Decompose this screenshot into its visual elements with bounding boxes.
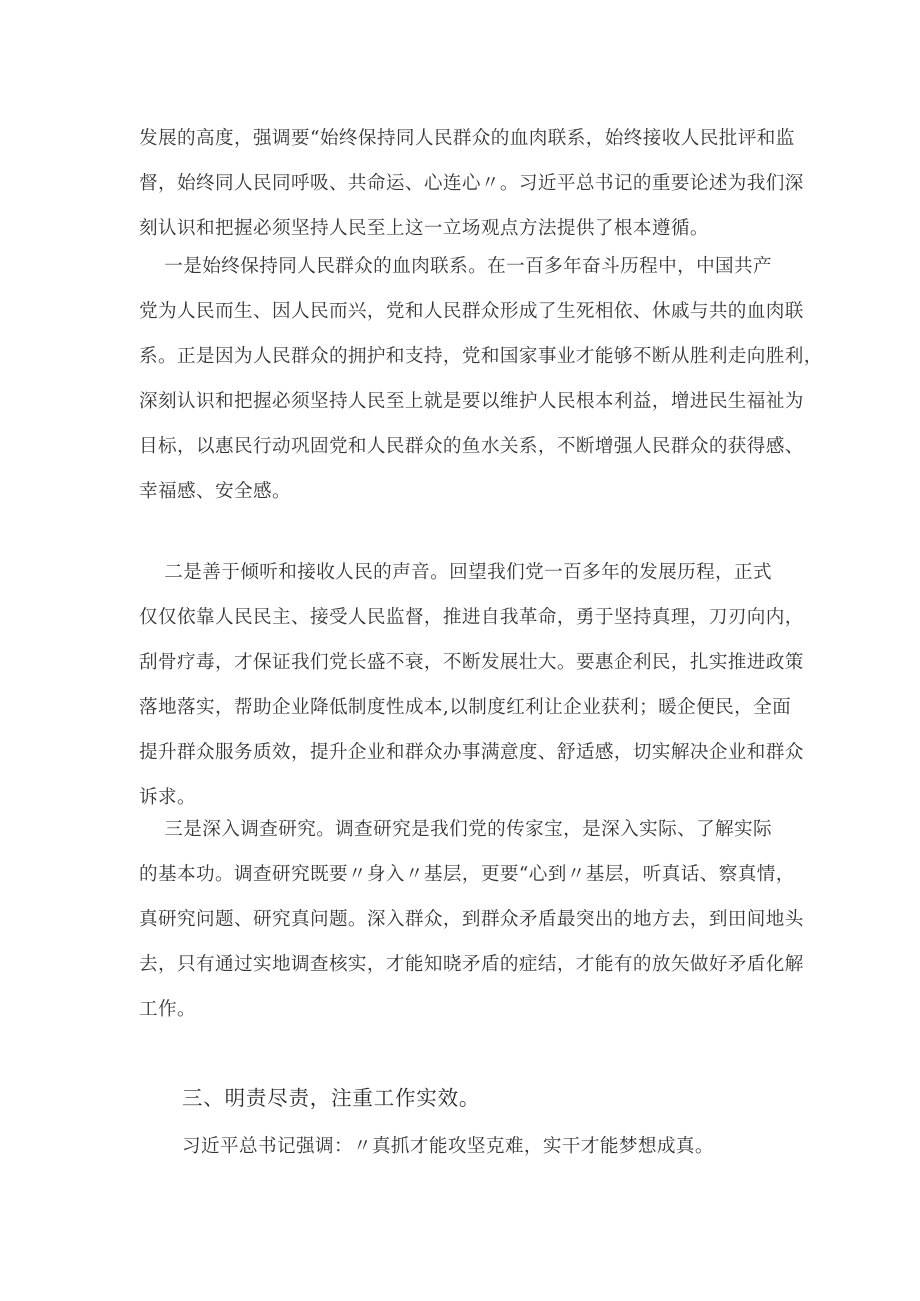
text-line: 刻认识和把握必须坚持人民至上这一立场观点方法提供了根本遵循。 bbox=[139, 218, 709, 239]
text-line: 发展的高度，强调要“始终保持同人民群众的血肉联系，始终接收人民批评和监 bbox=[139, 128, 795, 149]
text-line: 系。正是因为人民群众的拥护和支持，党和国家事业才能够不断从胜利走向胜利， bbox=[139, 346, 823, 367]
closing-line bbox=[182, 1124, 802, 1169]
text-line: 目标，以惠民行动巩固党和人民群众的鱼水关系，不断增强人民群众的获得感、 bbox=[139, 436, 804, 457]
paragraph-intro bbox=[139, 116, 804, 251]
text-line: 深刻认识和把握必须坚持人民至上就是要以维护人民根本利益，增进民生福祉为 bbox=[139, 391, 804, 412]
text-line: 一是始终保持同人民群众的血肉联系。在一百多年奋斗历程中，中国共产 bbox=[139, 256, 773, 277]
text-line: 党为人民而生、因人民而兴，党和人民群众形成了生死相依、休戚与共的血肉联 bbox=[139, 301, 804, 322]
text-line: 督，始终同人民同呼吸、共命运、心连心〃。习近平总书记的重要论述为我们深 bbox=[139, 173, 804, 194]
text-line: 提升群众服务质效，提升企业和群众办事满意度、舒适感，切实解决企业和群众 bbox=[139, 742, 804, 763]
text-line: 幸福感、安全感。 bbox=[139, 481, 291, 502]
text-line: 落地落实，帮助企业降低制度性成本,以制度红利让企业获利；暖企便民，全面 bbox=[139, 697, 792, 718]
text-line: 习近平总书记强调：〃真抓才能攻坚克难，实干才能梦想成真。 bbox=[182, 1136, 714, 1157]
text-line: 二是善于倾听和接收人民的声音。回望我们党一百多年的发展历程，正式 bbox=[139, 562, 773, 583]
text-line: 诉求。 bbox=[139, 787, 196, 808]
text-line: 去，只有通过实地调查核实，才能知晓矛盾的症结，才能有的放矢做好矛盾化解 bbox=[139, 954, 804, 975]
text-line: 仅仅依靠人民民主、接受人民监督，推进自我革命，勇于坚持真理，刀刃向内， bbox=[139, 607, 804, 628]
paragraph-point-one bbox=[139, 244, 823, 514]
text-line: 真研究问题、研究真问题。深入群众，到群众矛盾最突出的地方去，到田间地头 bbox=[139, 909, 804, 930]
text-line: 三是深入调查研究。调查研究是我们党的传家宝，是深入实际、了解实际 bbox=[139, 819, 773, 840]
text-line: 的基本功。调查研究既要〃身入〃基层，更要“心到〃基层，听真话、察真情， bbox=[139, 864, 795, 885]
paragraph-point-two bbox=[139, 550, 804, 820]
text-line: 工作。 bbox=[139, 999, 196, 1020]
paragraph-point-three bbox=[139, 807, 804, 1032]
text-line: 刮骨疗毒，才保证我们党长盛不衰，不断发展壮大。要惠企利民，扎实推进政策 bbox=[139, 652, 804, 673]
section-heading: 三、明责尽责，注重工作实效。 bbox=[182, 1086, 481, 1110]
